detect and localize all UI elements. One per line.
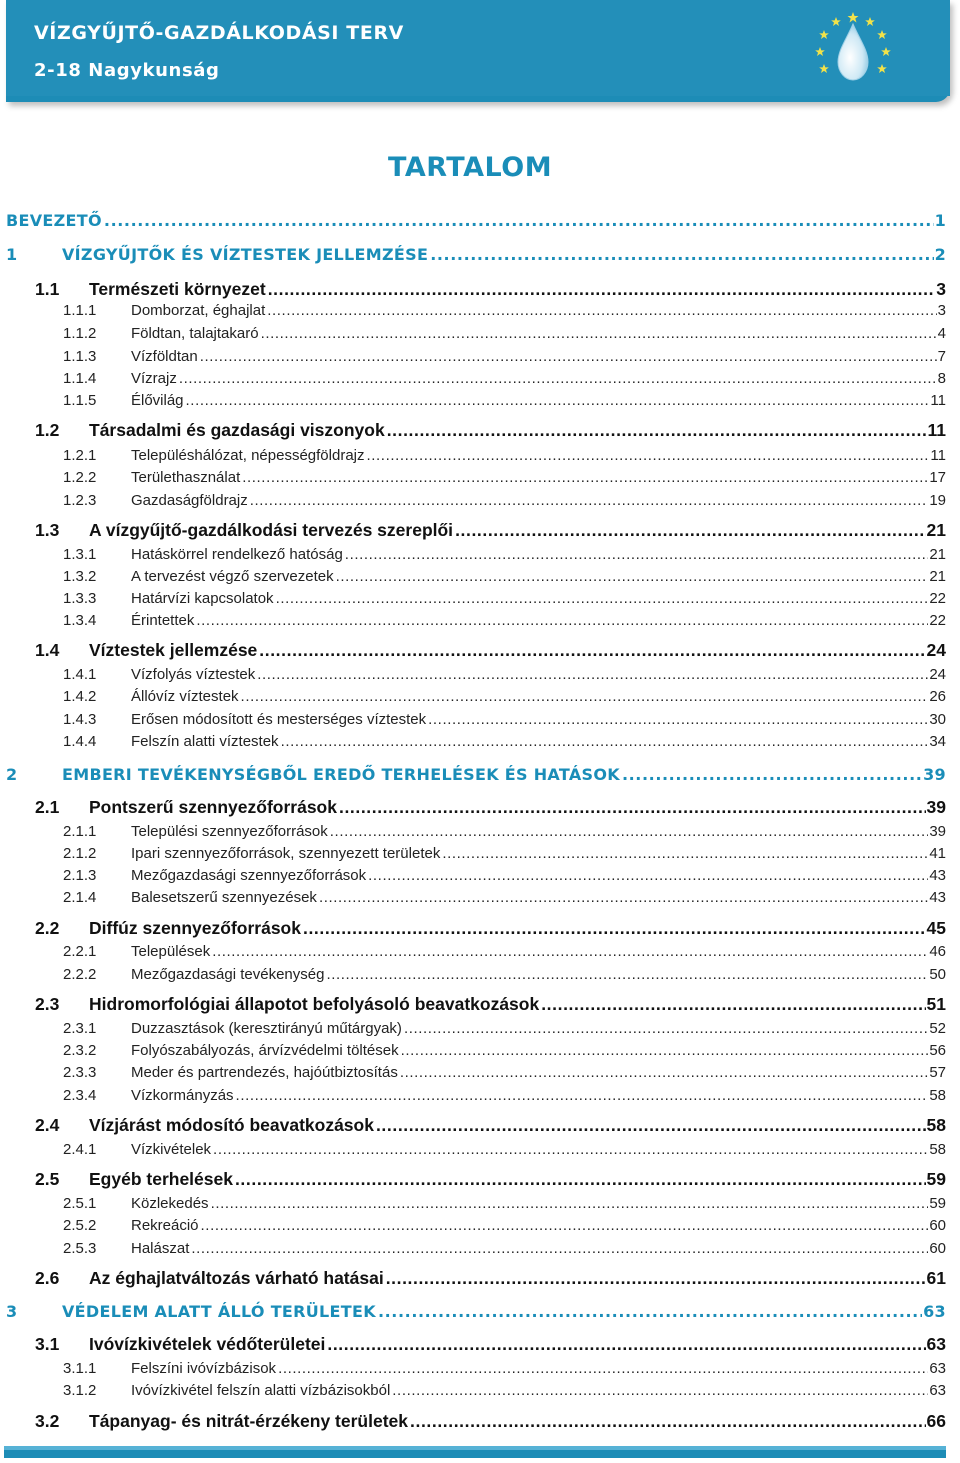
toc-entry-page: 21 — [926, 520, 946, 540]
toc-entry-number: 1.4.3 — [63, 711, 97, 728]
toc-entry-page: 7 — [937, 348, 946, 365]
toc-entry-page: 63 — [923, 1302, 946, 1321]
toc-dot-leader — [276, 590, 929, 607]
toc-subsection-entry[interactable] — [6, 943, 946, 960]
toc-entry-number: 2.4 — [35, 1115, 60, 1135]
toc-entry-page: 50 — [929, 966, 946, 983]
toc-entry-number: 2.1.1 — [63, 823, 97, 840]
toc-entry-number: 2.4.1 — [63, 1141, 97, 1158]
toc-section-entry[interactable] — [6, 797, 946, 818]
toc-entry-page: 58 — [926, 1115, 946, 1135]
toc-entry-label: Mezőgazdasági szennyezőforrások — [131, 867, 367, 884]
toc-entry-page: 43 — [929, 889, 946, 906]
toc-subsection-entry[interactable] — [6, 1087, 946, 1104]
toc-entry-number: 3.2 — [35, 1411, 60, 1431]
toc-dot-leader — [404, 1020, 928, 1037]
toc-dot-leader — [326, 966, 928, 983]
toc-dot-leader — [386, 1268, 926, 1289]
toc-entry-page: 21 — [929, 568, 946, 585]
toc-entry-label: Rekreáció — [131, 1217, 199, 1234]
toc-entry-number: 2.1.2 — [63, 845, 97, 862]
toc-section-entry[interactable] — [6, 1169, 946, 1190]
toc-dot-leader — [201, 1217, 929, 1234]
toc-entry-label: Földtan, talajtakaró — [131, 325, 259, 342]
toc-dot-leader — [179, 370, 937, 387]
toc-entry-label: Felszíni ivóvízbázisok — [131, 1360, 277, 1377]
toc-entry-page: 24 — [929, 666, 946, 683]
toc-subsection-entry[interactable] — [6, 1240, 946, 1257]
toc-section-entry[interactable] — [6, 1411, 946, 1432]
toc-dot-leader — [257, 666, 928, 683]
toc-dot-leader — [336, 568, 929, 585]
toc-entry-page: 60 — [929, 1240, 946, 1257]
toc-entry-page: 3 — [937, 302, 946, 319]
toc-entry-page: 26 — [929, 688, 946, 705]
toc-entry-label: Mezőgazdasági tevékenység — [131, 966, 325, 983]
toc-subsection-entry[interactable] — [6, 392, 946, 409]
toc-dot-leader — [104, 211, 934, 230]
toc-subsection-entry[interactable] — [6, 1064, 946, 1081]
toc-entry-page: 3 — [936, 279, 946, 299]
toc-dot-leader — [241, 688, 929, 705]
toc-dot-leader — [367, 447, 930, 464]
toc-entry-number: 2.3 — [35, 994, 60, 1014]
toc-entry-number: 1.1.1 — [63, 302, 97, 319]
toc-entry-number: 1.2.3 — [63, 492, 97, 509]
toc-entry-number: 2.5.2 — [63, 1217, 97, 1234]
toc-entry-number: 2.2.2 — [63, 966, 97, 983]
toc-dot-leader — [235, 1169, 926, 1190]
toc-entry-label: Balesetszerű szennyezések — [131, 889, 317, 906]
toc-entry-label: Egyéb terhelések — [89, 1169, 233, 1189]
toc-dot-leader — [278, 1360, 928, 1377]
toc-entry-label: Az éghajlatváltozás várható hatásai — [89, 1268, 384, 1288]
toc-dot-leader — [410, 1411, 926, 1432]
toc-heading-text: TARTALOM — [388, 152, 553, 183]
toc-entry-label: Vízrajz — [131, 370, 177, 387]
toc-entry-label: Tápanyag- és nitrát-érzékeny területek — [89, 1411, 409, 1431]
toc-dot-leader — [327, 1334, 925, 1355]
toc-dot-leader — [212, 943, 928, 960]
toc-entry-number: 1.4.4 — [63, 733, 97, 750]
toc-subsection-entry[interactable] — [6, 889, 946, 906]
toc-entry-page: 57 — [929, 1064, 946, 1081]
toc-entry-number: 2.1.4 — [63, 889, 97, 906]
toc-subsection-entry[interactable] — [6, 370, 946, 387]
toc-dot-leader — [196, 612, 928, 629]
toc-dot-leader — [261, 325, 937, 342]
toc-dot-leader — [387, 420, 927, 441]
toc-subsection-entry[interactable] — [6, 469, 946, 486]
toc-entry-number: 1.4 — [35, 640, 60, 660]
toc-entry-number: 1 — [6, 245, 18, 264]
toc-entry-page: 56 — [929, 1042, 946, 1059]
toc-subsection-entry[interactable] — [6, 845, 946, 862]
toc-entry-page: 51 — [926, 994, 946, 1014]
toc-entry-number: 1.3.3 — [63, 590, 97, 607]
toc-section-entry[interactable] — [6, 640, 946, 661]
toc-entry-label: Természeti környezet — [89, 279, 266, 299]
toc-entry-page: 39 — [929, 823, 946, 840]
toc-entry-label: Duzzasztások (keresztirányú műtárgyak) — [131, 1020, 402, 1037]
toc-entry-page: 30 — [929, 711, 946, 728]
toc-dot-leader — [242, 469, 928, 486]
toc-subsection-entry[interactable] — [6, 325, 946, 342]
toc-entry-page: 58 — [929, 1087, 946, 1104]
toc-entry-label: Érintettek — [131, 612, 195, 629]
toc-entry-page: 63 — [926, 1334, 946, 1354]
toc-dot-leader — [303, 918, 926, 939]
toc-section-entry[interactable] — [6, 420, 946, 441]
toc-entry-page: 45 — [926, 918, 946, 938]
toc-entry-label: Felszín alatti víztestek — [131, 733, 279, 750]
toc-entry-number: 1.1.5 — [63, 392, 97, 409]
toc-dot-leader — [400, 1064, 928, 1081]
toc-entry-number: 2.3.4 — [63, 1087, 97, 1104]
toc-dot-leader — [281, 733, 929, 750]
toc-entry-label: Társadalmi és gazdasági viszonyok — [89, 420, 385, 440]
toc-entry-number: 2.3.2 — [63, 1042, 97, 1059]
toc-entry-label: Pontszerű szennyezőforrások — [89, 797, 337, 817]
toc-entry-label: Ipari szennyezőforrások, szennyezett területek — [131, 845, 441, 862]
toc-entry-page: 60 — [929, 1217, 946, 1234]
toc-dot-leader — [345, 546, 929, 563]
toc-entry-number: 2.2.1 — [63, 943, 97, 960]
toc-subsection-entry[interactable] — [6, 1382, 946, 1399]
toc-entry-number: 1.2.2 — [63, 469, 97, 486]
toc-entry-label: Vízföldtan — [131, 348, 198, 365]
toc-subsection-entry[interactable] — [6, 447, 946, 464]
toc-entry-number: 3.1.1 — [63, 1360, 97, 1377]
toc-section-entry[interactable] — [6, 1334, 946, 1355]
toc-entry-page: 2 — [934, 245, 946, 264]
toc-entry-label: Települési szennyezőforrások — [131, 823, 328, 840]
toc-entry-page: 11 — [930, 447, 946, 464]
toc-entry-page: 39 — [926, 797, 946, 817]
toc-subsection-entry[interactable] — [6, 612, 946, 629]
toc-subsection-entry[interactable] — [6, 1217, 946, 1234]
toc-entry-label: A vízgyűjtő-gazdálkodási tervezés szereplői — [89, 520, 454, 540]
toc-entry-label: Víztestek jellemzése — [89, 640, 258, 660]
toc-entry-label: A tervezést végző szervezetek — [131, 568, 334, 585]
toc-entry-number: 2.1 — [35, 797, 60, 817]
toc-entry-number: 3.1.2 — [63, 1382, 97, 1399]
toc-section-entry[interactable] — [6, 994, 946, 1015]
toc-dot-leader — [213, 1141, 928, 1158]
toc-entry-label: Gazdaságföldrajz — [131, 492, 248, 509]
toc-subsection-entry[interactable] — [6, 867, 946, 884]
toc-dot-leader — [267, 302, 936, 319]
toc-subsection-entry[interactable] — [6, 966, 946, 983]
toc-entry-label: BEVEZETŐ — [6, 211, 102, 230]
document-title: VÍZGYŰJTŐ-GAZDÁLKODÁSI TERV — [34, 22, 404, 44]
toc-entry-label: Ivóvízkivétel felszín alatti vízbázisokból — [131, 1382, 391, 1399]
toc-dot-leader — [319, 889, 928, 906]
toc-subsection-entry[interactable] — [6, 823, 946, 840]
toc-entry-number: 1.4.1 — [63, 666, 97, 683]
toc-entry-page: 43 — [929, 867, 946, 884]
toc-entry-label: Településhálózat, népességföldrajz — [131, 447, 365, 464]
toc-subsection-entry[interactable] — [6, 733, 946, 750]
toc-entry-page: 11 — [930, 392, 946, 409]
toc-entry-number: 1.2 — [35, 420, 60, 440]
toc-entry-page: 22 — [929, 612, 946, 629]
footer-bar-highlight — [4, 1446, 946, 1450]
toc-entry-label: Területhasználat — [131, 469, 241, 486]
toc-entry-page: 59 — [929, 1195, 946, 1212]
toc-entry-number: 1.1 — [35, 279, 60, 299]
toc-dot-leader — [378, 1302, 922, 1321]
toc-dot-leader — [368, 867, 928, 884]
toc-section-entry[interactable] — [6, 279, 946, 300]
toc-entry-label: Hatáskörrel rendelkező hatóság — [131, 546, 343, 563]
toc-entry-page: 58 — [929, 1141, 946, 1158]
toc-entry-label: VÉDELEM ALATT ÁLLÓ TERÜLETEK — [62, 1302, 376, 1321]
toc-dot-leader — [401, 1042, 929, 1059]
toc-entry-page: 63 — [929, 1382, 946, 1399]
toc-subsection-entry[interactable] — [6, 1195, 946, 1212]
toc-dot-leader — [622, 765, 922, 784]
toc-entry-label: Állóvíz víztestek — [131, 688, 239, 705]
toc-entry-page: 22 — [929, 590, 946, 607]
toc-dot-leader — [541, 994, 925, 1015]
toc-entry-page: 59 — [926, 1169, 946, 1189]
toc-entry-page: 21 — [929, 546, 946, 563]
toc-entry-page: 46 — [929, 943, 946, 960]
toc-entry-page: 1 — [934, 211, 946, 230]
toc-entry-label: Hidromorfológiai állapotot befolyásoló beavatkozások — [89, 994, 540, 1014]
toc-dot-leader — [259, 640, 925, 661]
toc-entry-number: 1.1.4 — [63, 370, 97, 387]
toc-dot-leader — [455, 520, 925, 541]
toc-entry-page: 52 — [929, 1020, 946, 1037]
toc-entry-label: Halászat — [131, 1240, 190, 1257]
toc-entry-number: 3 — [6, 1302, 18, 1321]
toc-subsection-entry[interactable] — [6, 348, 946, 365]
toc-entry-number: 2.5 — [35, 1169, 60, 1189]
toc-chapter-entry[interactable] — [6, 245, 946, 264]
toc-dot-leader — [376, 1115, 926, 1136]
toc-subsection-entry[interactable] — [6, 711, 946, 728]
toc-dot-leader — [191, 1240, 928, 1257]
toc-chapter-entry[interactable] — [6, 211, 946, 230]
toc-entry-page: 41 — [929, 845, 946, 862]
toc-subsection-entry[interactable] — [6, 546, 946, 563]
toc-dot-leader — [186, 392, 930, 409]
toc-subsection-entry[interactable] — [6, 688, 946, 705]
toc-dot-leader — [339, 797, 926, 818]
toc-entry-label: Domborzat, éghajlat — [131, 302, 266, 319]
toc-subsection-entry[interactable] — [6, 492, 946, 509]
toc-entry-number: 2.3.3 — [63, 1064, 97, 1081]
toc-entry-page: 39 — [923, 765, 946, 784]
toc-entry-label: Erősen módosított és mesterséges víztestek — [131, 711, 427, 728]
toc-dot-leader — [442, 845, 928, 862]
document-subtitle: 2-18 Nagykunság — [34, 60, 220, 81]
toc-entry-number: 2 — [6, 765, 18, 784]
toc-subsection-entry[interactable] — [6, 1020, 946, 1037]
toc-dot-leader — [211, 1195, 929, 1212]
toc-dot-leader — [250, 492, 929, 509]
toc-entry-page: 4 — [937, 325, 946, 342]
toc-entry-label: Települések — [131, 943, 211, 960]
toc-entry-label: Vízkivételek — [131, 1141, 212, 1158]
toc-dot-leader — [236, 1087, 929, 1104]
toc-dot-leader — [200, 348, 937, 365]
toc-subsection-entry[interactable] — [6, 568, 946, 585]
toc-section-entry[interactable] — [6, 918, 946, 939]
toc-entry-number: 1.2.1 — [63, 447, 97, 464]
toc-subsection-entry[interactable] — [6, 1360, 946, 1377]
toc-chapter-entry[interactable] — [6, 1302, 946, 1321]
toc-entry-label: Határvízi kapcsolatok — [131, 590, 274, 607]
toc-subsection-entry[interactable] — [6, 666, 946, 683]
toc-dot-leader — [330, 823, 929, 840]
toc-entry-number: 2.1.3 — [63, 867, 97, 884]
toc-entry-label: Vízjárást módosító beavatkozások — [89, 1115, 374, 1135]
toc-entry-page: 63 — [929, 1360, 946, 1377]
toc-dot-leader — [428, 711, 928, 728]
toc-subsection-entry[interactable] — [6, 1042, 946, 1059]
toc-entry-page: 66 — [926, 1411, 946, 1431]
toc-entry-page: 19 — [929, 492, 946, 509]
toc-section-entry[interactable] — [6, 1268, 946, 1289]
toc-entry-page: 11 — [927, 420, 946, 440]
toc-entry-label: Közlekedés — [131, 1195, 209, 1212]
toc-entry-number: 2.6 — [35, 1268, 60, 1288]
toc-entry-label: Vízkormányzás — [131, 1087, 234, 1104]
toc-entry-number: 2.3.1 — [63, 1020, 97, 1037]
toc-subsection-entry[interactable] — [6, 590, 946, 607]
toc-entry-number: 1.4.2 — [63, 688, 97, 705]
toc-subsection-entry[interactable] — [6, 1141, 946, 1158]
toc-entry-label: Diffúz szennyezőforrások — [89, 918, 301, 938]
toc-entry-label: Ivóvízkivételek védőterületei — [89, 1334, 326, 1354]
toc-dot-leader — [268, 279, 936, 300]
toc-entry-page: 61 — [926, 1268, 946, 1288]
toc-entry-page: 24 — [926, 640, 946, 660]
toc-entry-number: 1.3.2 — [63, 568, 97, 585]
toc-entry-number: 2.2 — [35, 918, 60, 938]
toc-dot-leader — [430, 245, 933, 264]
toc-entry-number: 2.5.1 — [63, 1195, 97, 1212]
toc-entry-number: 1.3.1 — [63, 546, 97, 563]
toc-entry-number: 1.3.4 — [63, 612, 97, 629]
toc-chapter-entry[interactable] — [6, 765, 946, 784]
toc-entry-label: EMBERI TEVÉKENYSÉGBŐL EREDŐ TERHELÉSEK ÉS HATÁSOK — [62, 765, 620, 784]
toc-entry-label: Folyószabályozás, árvízvédelmi töltések — [131, 1042, 399, 1059]
toc-entry-number: 3.1 — [35, 1334, 60, 1354]
toc-section-entry[interactable] — [6, 520, 946, 541]
toc-entry-label: Élővilág — [131, 392, 184, 409]
toc-entry-label: Vízfolyás víztestek — [131, 666, 256, 683]
toc-entry-page: 17 — [929, 469, 946, 486]
toc-entry-label: VÍZGYŰJTŐK ÉS VÍZTESTEK JELLEMZÉSE — [62, 245, 429, 264]
toc-entry-page: 8 — [937, 370, 946, 387]
toc-entry-page: 34 — [929, 733, 946, 750]
toc-entry-number: 1.1.2 — [63, 325, 97, 342]
toc-entry-number: 1.1.3 — [63, 348, 97, 365]
toc-entry-number: 2.5.3 — [63, 1240, 97, 1257]
toc-dot-leader — [392, 1382, 928, 1399]
toc-entry-number: 1.3 — [35, 520, 60, 540]
toc-section-entry[interactable] — [6, 1115, 946, 1136]
toc-subsection-entry[interactable] — [6, 302, 946, 319]
toc-entry-label: Meder és partrendezés, hajóútbiztosítás — [131, 1064, 398, 1081]
